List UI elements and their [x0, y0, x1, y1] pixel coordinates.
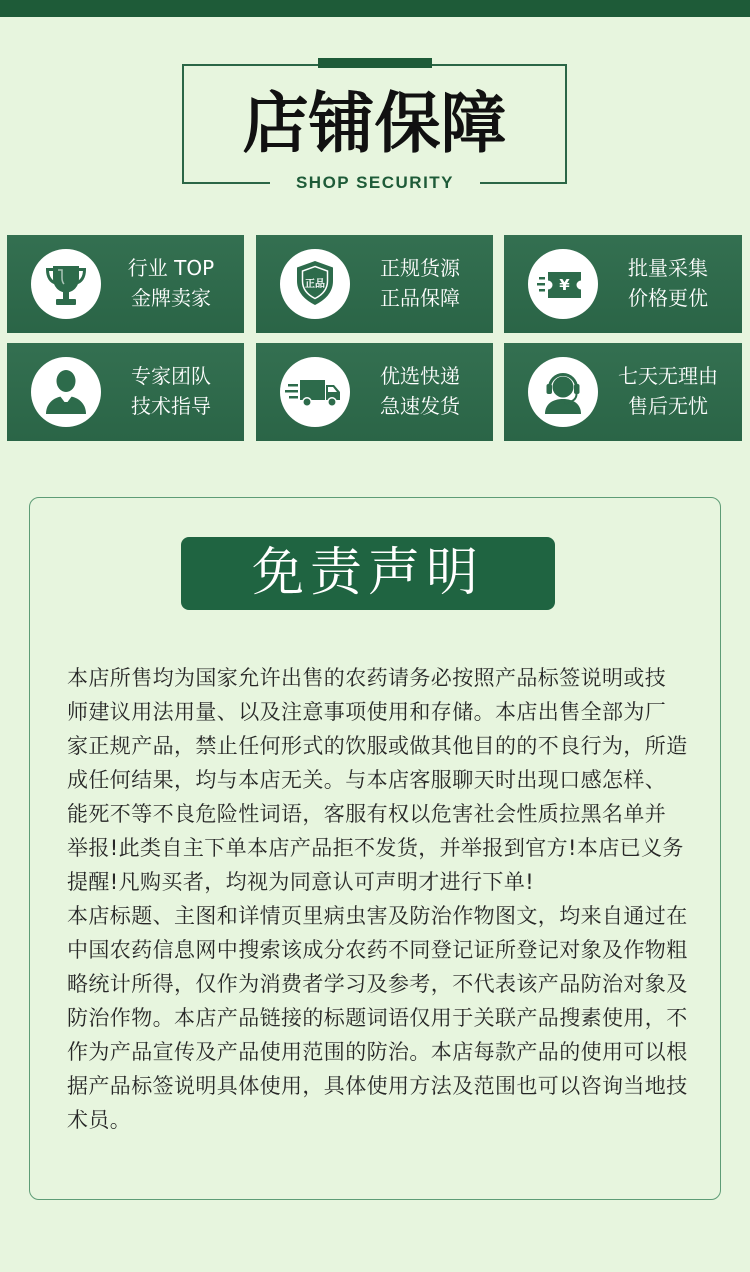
feature-tile-express — [256, 343, 493, 441]
page-subtitle: SHOP SECURITY — [295, 173, 455, 192]
feature-tile-after-sales — [504, 343, 742, 441]
feature-line-1: 批量采集 — [628, 256, 708, 280]
shield-icon — [280, 249, 350, 319]
page-title: 店铺保障 — [242, 85, 507, 162]
disclaimer-line: 作为产品宣传及产品使用范围的防治。本店每款产品的使用可以根 — [67, 1040, 688, 1064]
feature-line-2: 价格更优 — [628, 286, 708, 310]
header-frame-bottom-right — [480, 182, 567, 184]
feature-line-1: 专家团队 — [131, 364, 211, 388]
feature-text — [360, 361, 480, 421]
header-frame-bottom-left — [182, 182, 270, 184]
person-icon — [31, 357, 101, 427]
disclaimer-line: 据产品标签说明具体使用，具体使用方法及范围也可以咨询当地技 — [67, 1074, 688, 1098]
feature-line-2: 急速发货 — [380, 394, 460, 418]
top-bar — [0, 0, 750, 17]
disclaimer-line: 举报!此类自主下单本店产品拒不发货，并举报到官方!本店已义务 — [67, 836, 684, 860]
feature-icon-circle — [31, 249, 101, 319]
header-frame-tab — [318, 58, 432, 68]
feature-line-2: 售后无忧 — [628, 394, 708, 418]
truck-icon — [280, 357, 350, 427]
shield-badge-text: 正品 — [305, 279, 325, 290]
feature-line-1: 七天无理由 — [618, 364, 718, 388]
feature-line-1: 行业 TOP — [127, 256, 215, 280]
feature-line-1: 正规货源 — [380, 256, 460, 280]
feature-line-1: 优选快递 — [380, 364, 460, 388]
feature-icon-circle — [280, 357, 350, 427]
disclaimer-line: 提醒!凡购买者，均视为同意认可声明才进行下单! — [67, 870, 535, 894]
feature-tile-genuine — [256, 235, 493, 333]
feature-icon-circle — [528, 249, 598, 319]
disclaimer-line: 略统计所得，仅作为消费者学习及参考，不代表该产品防治对象及 — [67, 972, 688, 996]
feature-tile-top-seller — [7, 235, 244, 333]
disclaimer-line: 家正规产品，禁止任何形式的饮服或做其他目的的不良行为，所造 — [67, 734, 688, 758]
feature-icon-circle — [528, 357, 598, 427]
feature-tile-expert-team — [7, 343, 244, 441]
disclaimer-line: 本店所售均为国家允许出售的农药请务必按照产品标签说明或技 — [67, 666, 667, 690]
feature-icon-circle — [31, 357, 101, 427]
disclaimer-line: 能死不等不良危险性词语，客服有权以危害社会性质拉黑名单并 — [67, 802, 667, 826]
feature-text — [111, 361, 231, 421]
trophy-icon — [31, 249, 101, 319]
feature-line-2: 正品保障 — [380, 286, 460, 310]
feature-text — [360, 253, 480, 313]
disclaimer-body — [67, 661, 712, 1137]
feature-icon-circle — [280, 249, 350, 319]
disclaimer-line: 师建议用法用量、以及注意事项使用和存储。本店出售全部为厂 — [67, 700, 667, 724]
yen-badge-text: ¥ — [559, 276, 570, 294]
feature-text — [608, 361, 728, 421]
feature-tile-bulk-price — [504, 235, 742, 333]
feature-line-2: 技术指导 — [131, 394, 211, 418]
headset-service-icon — [528, 357, 598, 427]
disclaimer-line: 本店标题、主图和详情页里病虫害及防治作物图文，均来自通过在 — [67, 904, 688, 928]
disclaimer-line: 中国农药信息网中搜索该成分农药不同登记证所登记对象及作物粗 — [67, 938, 688, 962]
disclaimer-title: 免责声明 — [181, 537, 555, 610]
yen-ticket-icon — [528, 249, 598, 319]
feature-text — [111, 253, 231, 313]
feature-text — [608, 253, 728, 313]
disclaimer-line: 防治作物。本店产品链接的标题词语仅用于关联产品搜素使用，不 — [67, 1006, 688, 1030]
disclaimer-line: 成任何结果，均与本店无关。与本店客服聊天时出现口感怎样、 — [67, 768, 667, 792]
disclaimer-line: 术员。 — [67, 1108, 132, 1132]
feature-line-2: 金牌卖家 — [131, 286, 211, 310]
